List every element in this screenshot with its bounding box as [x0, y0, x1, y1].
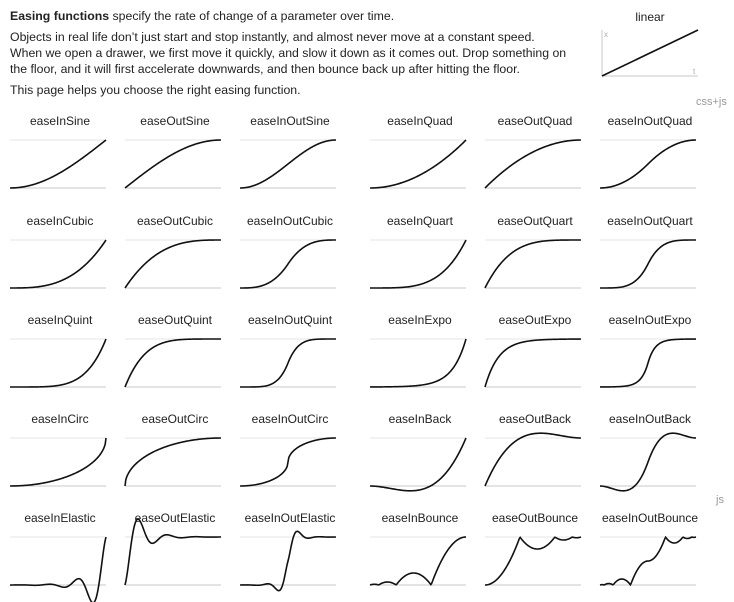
easing-title: easeInCubic [26, 214, 94, 228]
easing-graph [10, 130, 110, 202]
easing-card-easeOutCirc[interactable] [125, 408, 225, 500]
easing-card-easeInElastic[interactable] [10, 507, 110, 599]
easing-curve [10, 438, 106, 486]
easing-title: easeInOutCirc [251, 412, 329, 426]
easing-graph [370, 130, 470, 202]
easing-card-easeInOutBack[interactable] [600, 408, 700, 500]
easing-title: easeInOutSine [250, 114, 330, 128]
easing-graph [485, 130, 585, 202]
easing-curve [370, 140, 466, 188]
easing-title: easeInOutElastic [244, 511, 336, 525]
easing-title: easeInQuad [387, 114, 453, 128]
easing-graph [370, 329, 470, 401]
easing-card-easeOutQuint[interactable] [125, 309, 225, 401]
easing-curve [125, 140, 221, 188]
easing-curve [370, 438, 466, 491]
easing-title: easeInBounce [381, 511, 459, 525]
intro-title: Easing functions [10, 9, 110, 23]
linear-title: linear [635, 10, 665, 24]
easing-graph [485, 527, 585, 599]
easing-curve [125, 240, 221, 288]
easing-graph [600, 428, 700, 500]
easing-curve [10, 339, 106, 387]
easing-card-easeInQuint[interactable] [10, 309, 110, 401]
easing-card-easeOutBounce[interactable] [485, 507, 585, 599]
easing-card-easeOutQuart[interactable] [485, 210, 585, 302]
easing-curve [10, 537, 106, 602]
easing-curve [125, 438, 221, 486]
easing-graph [240, 130, 340, 202]
css-js-tag: css+js [696, 96, 727, 108]
easing-card-easeOutExpo[interactable] [485, 309, 585, 401]
easing-graph [10, 329, 110, 401]
easing-graph [125, 329, 225, 401]
easing-title: easeInExpo [388, 313, 452, 327]
easing-graph [125, 130, 225, 202]
easing-curve [240, 438, 336, 486]
easing-graph [240, 428, 340, 500]
easing-title: easeInOutQuad [607, 114, 693, 128]
easing-title: easeInQuint [27, 313, 93, 327]
easing-card-easeOutCubic[interactable] [125, 210, 225, 302]
easing-curve [240, 339, 336, 387]
intro-title-rest: specify the rate of change of a parameter over time. [109, 9, 395, 23]
easing-card-easeInBack[interactable] [370, 408, 470, 500]
easing-graph [600, 230, 700, 302]
easing-card-easeInOutCubic[interactable] [240, 210, 340, 302]
easing-card-easeInOutBounce[interactable] [600, 507, 700, 599]
easing-card-easeInOutElastic[interactable] [240, 507, 340, 599]
easing-title: easeOutExpo [498, 313, 572, 327]
easing-graph [10, 428, 110, 500]
easing-title: easeOutBounce [491, 511, 579, 525]
easing-card-easeInSine[interactable] [10, 110, 110, 202]
easing-graph [240, 329, 340, 401]
easing-graph [485, 428, 585, 500]
easing-curve [485, 240, 581, 288]
easing-card-easeOutQuad[interactable] [485, 110, 585, 202]
easing-curve [600, 537, 696, 585]
easing-card-easeInCirc[interactable] [10, 408, 110, 500]
easing-card-easeInExpo[interactable] [370, 309, 470, 401]
easing-curve [240, 240, 336, 288]
easing-card-easeInOutCirc[interactable] [240, 408, 340, 500]
easing-title: easeInOutBack [608, 412, 692, 426]
easing-title: easeOutQuint [137, 313, 213, 327]
easing-title: easeOutQuad [497, 114, 573, 128]
easing-title: easeOutCubic [136, 214, 214, 228]
easing-title: easeInSine [29, 114, 91, 128]
easing-curve [370, 537, 466, 585]
easing-curve [10, 240, 106, 288]
easing-graph [10, 230, 110, 302]
easing-graph [370, 527, 470, 599]
easing-title: easeOutCirc [141, 412, 209, 426]
linear-x-label: t [693, 67, 696, 76]
easing-graph [125, 230, 225, 302]
easing-title: easeInOutQuart [607, 214, 693, 228]
easing-card-easeInCubic[interactable] [10, 210, 110, 302]
easing-graph [240, 527, 340, 599]
easing-card-easeInBounce[interactable] [370, 507, 470, 599]
easing-title: easeInQuart [386, 214, 454, 228]
easing-card-easeInOutQuad[interactable] [600, 110, 700, 202]
easing-card-easeInQuart[interactable] [370, 210, 470, 302]
easing-graph [600, 329, 700, 401]
easing-title: easeOutSine [140, 114, 210, 128]
easing-title: easeOutBack [498, 412, 572, 426]
easing-graph [125, 428, 225, 500]
easing-curve [600, 140, 696, 188]
easing-curve [485, 433, 581, 486]
easing-card-easeOutSine[interactable] [125, 110, 225, 202]
easing-graph [240, 230, 340, 302]
easing-curve [600, 433, 696, 491]
easing-title: easeInBack [388, 412, 452, 426]
js-only-tag: js [716, 494, 724, 506]
easing-title: easeInOutExpo [608, 313, 692, 327]
easing-card-easeInOutExpo[interactable] [600, 309, 700, 401]
easing-title: easeInOutCubic [246, 214, 334, 228]
easing-card-easeInOutQuint[interactable] [240, 309, 340, 401]
easing-curve [10, 140, 106, 188]
easing-curve [600, 339, 696, 387]
easing-title: easeInElastic [24, 511, 96, 525]
easing-graph [370, 230, 470, 302]
easing-graph [10, 527, 110, 599]
easing-card-easeInQuad[interactable] [370, 110, 470, 202]
easing-curve [485, 537, 581, 585]
intro-helper: This page helps you choose the right easing function. [10, 83, 301, 97]
easing-graph [370, 428, 470, 500]
easing-curve [370, 339, 466, 387]
easing-card-easeOutElastic[interactable] [125, 507, 225, 599]
easing-curve [485, 339, 581, 387]
easing-graph [485, 230, 585, 302]
easing-graph [125, 527, 225, 599]
intro-description: Objects in real life don’t just start and stop instantly, and almost never move at a constant speed. When we open a drawer, we first move it quickly, and slow it down as it comes out. Drop something on the floor, and it will first accelerate downwards, and then bounce back up after hitting the floor. [10, 30, 567, 76]
easing-title: easeOutQuart [497, 214, 573, 228]
easing-title: easeOutElastic [134, 511, 216, 525]
easing-curve [240, 140, 336, 188]
easing-card-easeOutBack[interactable] [485, 408, 585, 500]
linear-y-label: x [604, 30, 608, 39]
easing-curve [485, 140, 581, 188]
easing-curve [125, 339, 221, 387]
easing-graph [600, 527, 700, 599]
easing-curve [600, 240, 696, 288]
easing-title: easeInOutBounce [601, 511, 699, 525]
easing-curve [240, 531, 336, 590]
easing-title: easeInCirc [31, 412, 89, 426]
easing-card-easeInOutQuart[interactable] [600, 210, 700, 302]
easing-card-easeInOutSine[interactable] [240, 110, 340, 202]
easing-curve [370, 240, 466, 288]
easing-curve [125, 519, 221, 585]
easing-title: easeInOutQuint [247, 313, 333, 327]
easing-graph [600, 130, 700, 202]
easing-graph [485, 329, 585, 401]
